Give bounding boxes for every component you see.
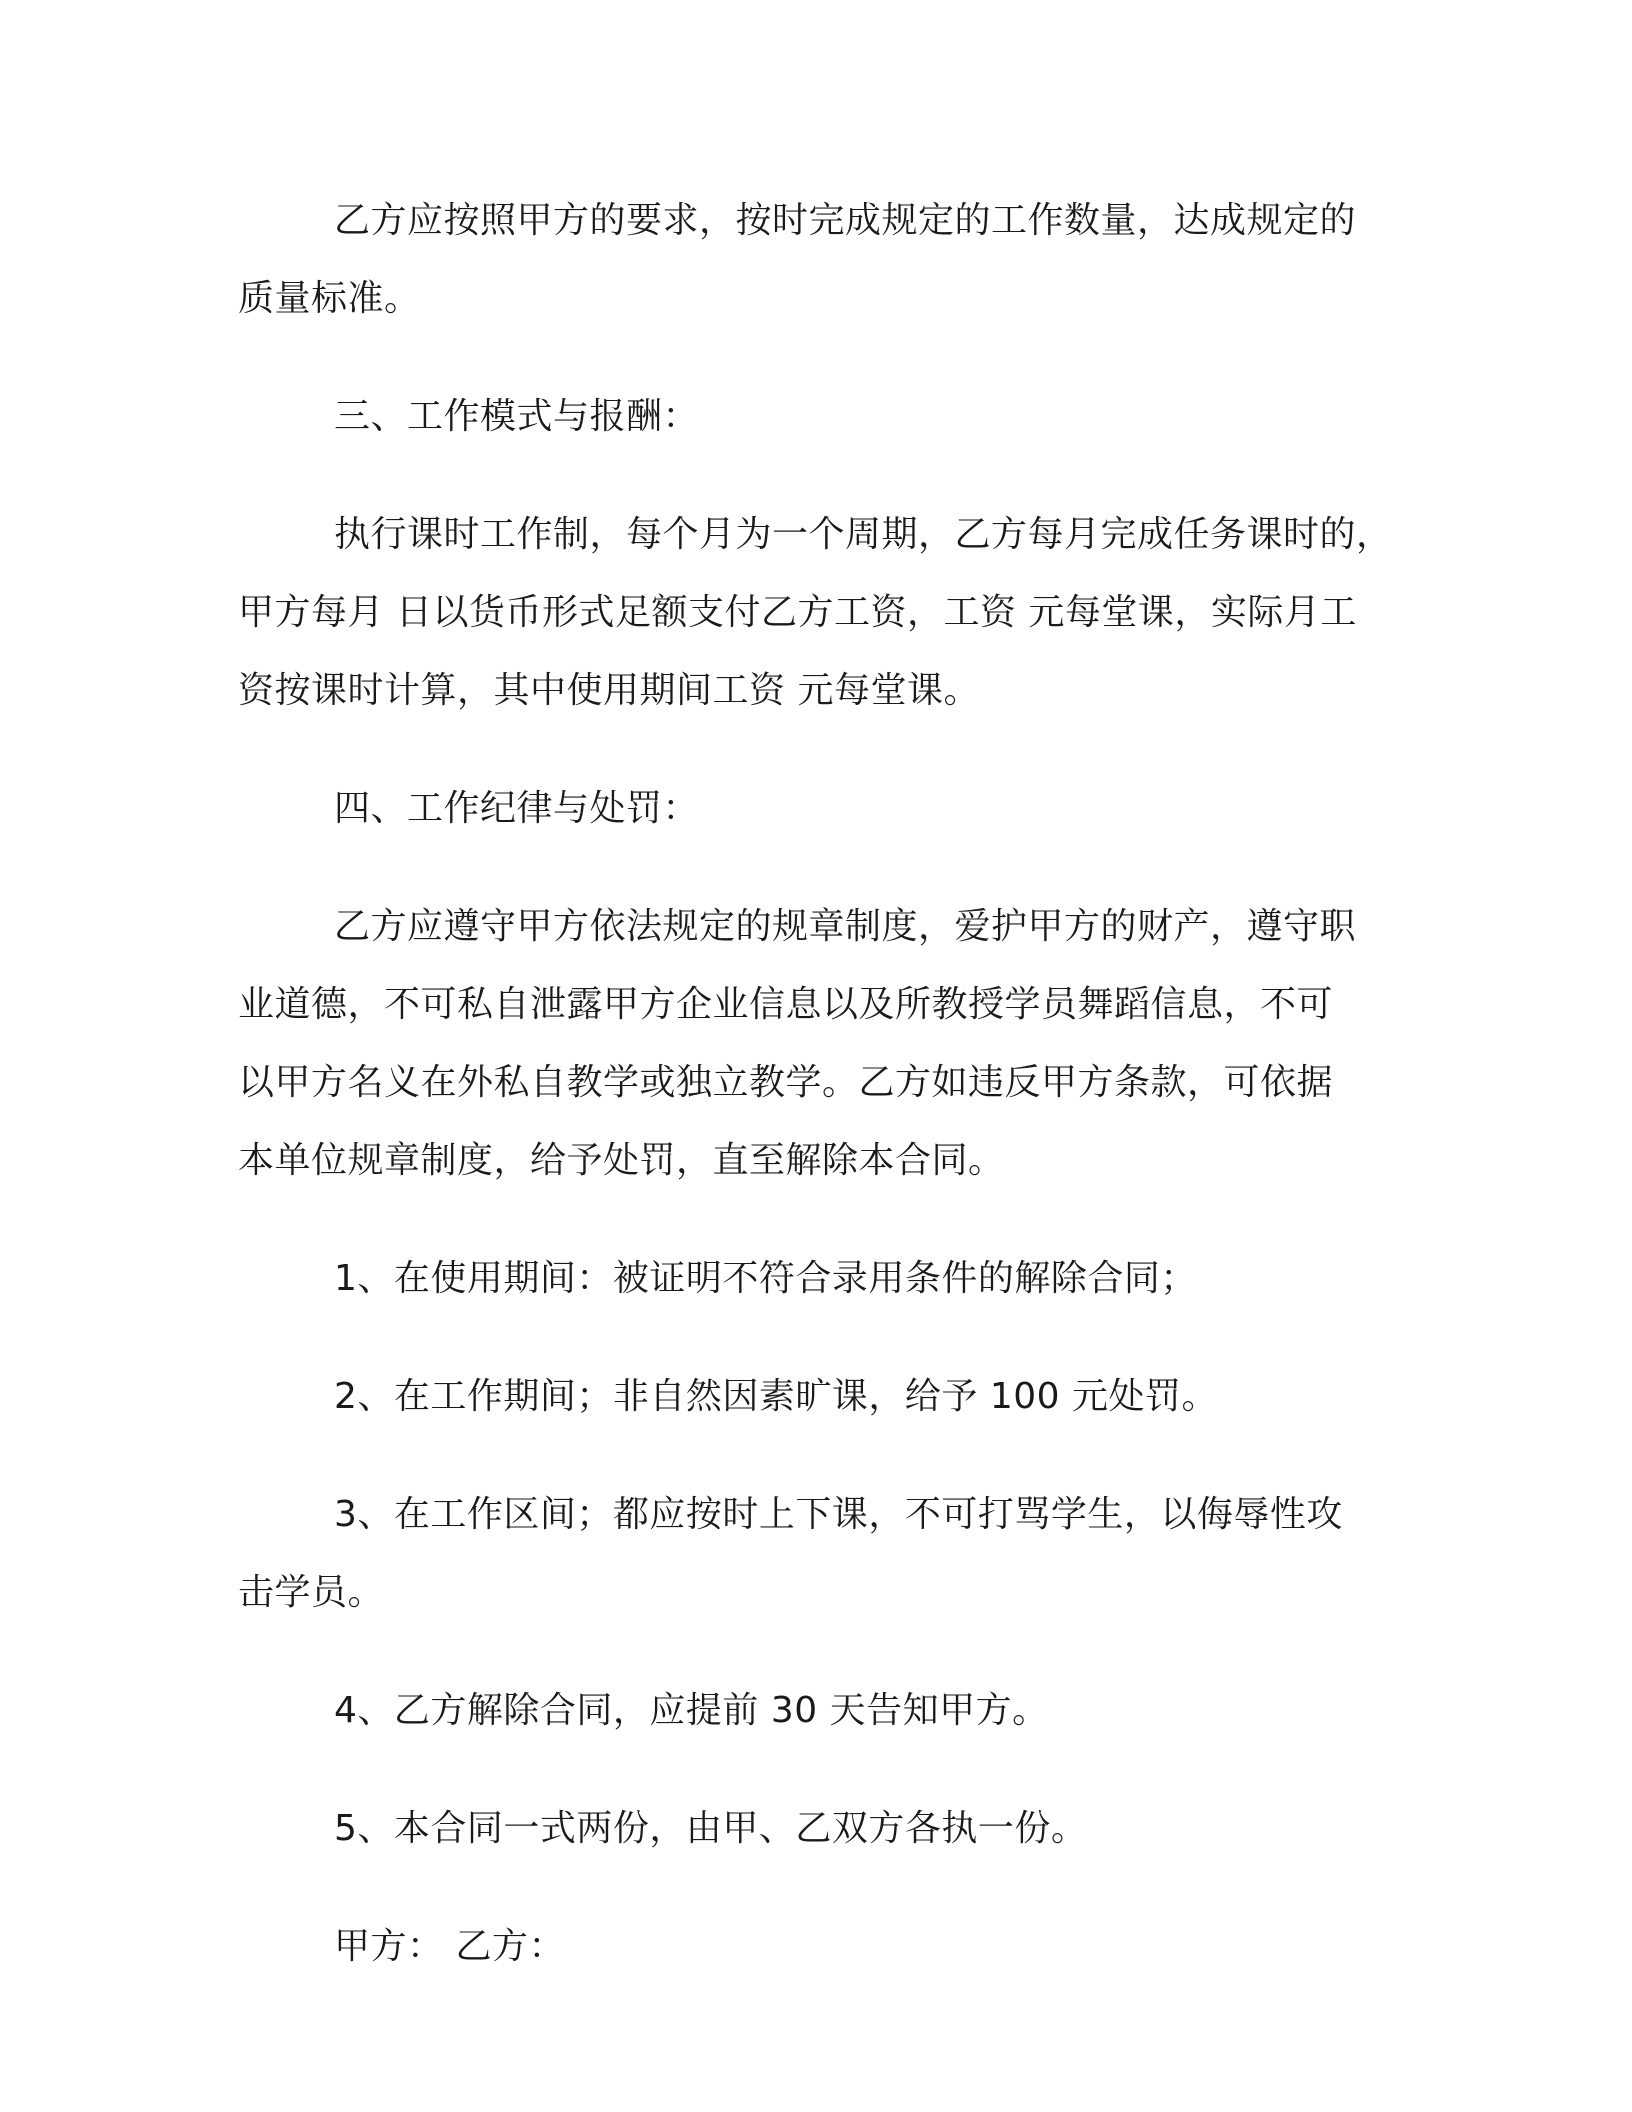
text-line: 乙方应遵守甲方依法规定的规章制度，爱护甲方的财产，遵守职 (334, 906, 1357, 947)
text-line: 以甲方名义在外私自教学或独立教学。乙方如违反甲方条款，可依据 (238, 1062, 1334, 1103)
signature-line (238, 1908, 1398, 1986)
document-body (238, 182, 1398, 2026)
text-line: 5、本合同一式两份，由甲、乙双方各执一份。 (334, 1808, 1088, 1849)
list-item-4 (238, 1672, 1398, 1750)
text-line: 三、工作模式与报酬： (334, 396, 700, 437)
list-item-5 (238, 1790, 1398, 1868)
text-line: 1、在使用期间：被证明不符合录用条件的解除合同； (334, 1258, 1197, 1299)
text-line: 执行课时工作制，每个月为一个周期，乙方每月完成任务课时的， (334, 514, 1393, 555)
text-line: 本单位规章制度，给予处罚，直至解除本合同。 (238, 1140, 1005, 1181)
paragraph-discipline (238, 888, 1398, 1200)
section-heading-discipline (238, 770, 1398, 848)
text-line: 2、在工作期间；非自然因素旷课，给予 100 元处罚。 (334, 1376, 1219, 1417)
list-item-3 (238, 1476, 1398, 1632)
text-line: 甲方： 乙方： (334, 1926, 565, 1967)
paragraph-payment (238, 496, 1398, 730)
paragraph-quality-requirement (238, 182, 1398, 338)
text-line: 乙方应按照甲方的要求，按时完成规定的工作数量，达成规定的 (334, 200, 1357, 241)
text-line: 甲方每月 日以货币形式足额支付乙方工资，工资 元每堂课，实际月工 (238, 592, 1357, 633)
text-line: 击学员。 (238, 1572, 385, 1613)
text-line: 质量标准。 (238, 278, 421, 319)
text-line: 四、工作纪律与处罚： (334, 788, 700, 829)
list-item-1 (238, 1240, 1398, 1318)
text-line: 业道德，不可私自泄露甲方企业信息以及所教授学员舞蹈信息，不可 (238, 984, 1334, 1025)
list-item-2 (238, 1358, 1398, 1436)
section-heading-work-mode (238, 378, 1398, 456)
text-line: 4、乙方解除合同，应提前 30 天告知甲方。 (334, 1690, 1049, 1731)
text-line: 3、在工作区间；都应按时上下课，不可打骂学生，以侮辱性攻 (334, 1494, 1343, 1535)
text-line: 资按课时计算，其中使用期间工资 元每堂课。 (238, 670, 980, 711)
